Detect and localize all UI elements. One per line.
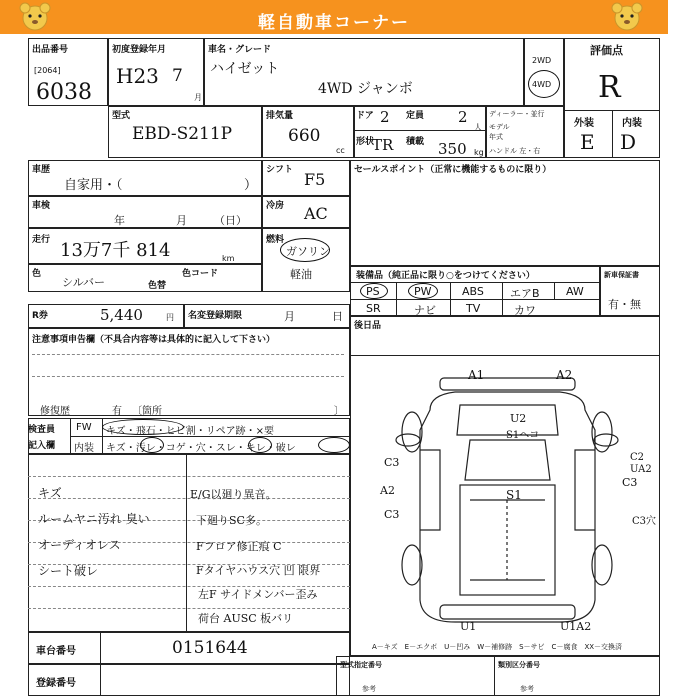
rating-int-label: 内装 [622, 118, 642, 129]
mark-c3-c: C3 [622, 476, 638, 489]
rating-ext-label: 外装 [574, 118, 594, 129]
remark-right-5: 左F サイドメンバー歪み [198, 588, 318, 601]
cert-label2: 類別区分番号 [498, 661, 540, 669]
reg-number-box [28, 664, 350, 696]
mileage-value: 13万7千 814 [60, 240, 171, 261]
car-name: ハイゼット [210, 61, 280, 77]
displacement-label: 排気量 [266, 111, 294, 121]
registration-month: 7 [172, 66, 183, 86]
equip-tv: TV [466, 302, 481, 315]
recycle-unit: 円 [166, 313, 174, 322]
lot-number: 6038 [36, 80, 92, 105]
inspection-day: （日） [214, 214, 247, 227]
check-circle-4 [318, 437, 350, 453]
remark-right-2: 下廻りSC多。 [196, 514, 267, 527]
check-circle-1 [102, 419, 184, 435]
diagram-legend: A－キズ E－エクボ U－凹み W－補修跡 S－サビ C－腐食 XX－交換済 [372, 643, 623, 651]
capacity-value: 2 [458, 108, 468, 126]
rating-int: D [620, 130, 637, 154]
model-label: 型式 [112, 111, 131, 121]
usage-label: 車歴 [32, 165, 51, 175]
after-box [350, 316, 660, 356]
cert-ref2: 参考 [520, 685, 534, 693]
notes-location: 〔箇所 [132, 406, 162, 417]
payload-value: 350 [438, 140, 467, 158]
fuel-diesel: 軽油 [290, 268, 312, 281]
notes-repair: 修復歴 [40, 406, 70, 417]
color-value: シルバー [62, 276, 105, 289]
drive-2wd: 2WD [532, 56, 552, 65]
mark-ua2: UA2 [630, 464, 652, 475]
mascot-left-icon [14, 2, 56, 34]
equip-navi: ナビ [414, 304, 436, 317]
inspection-year: 年 [114, 214, 125, 227]
capacity-label: 定員 [406, 111, 425, 121]
usage-value: 自家用・（ [64, 178, 123, 193]
check-label2: 記入欄 [28, 441, 56, 451]
equip-abs: ABS [462, 285, 484, 298]
dealer-line3: 年式 [489, 133, 503, 141]
mark-u1: U1 [460, 620, 477, 633]
remark-left-3: オーディオレス [38, 538, 121, 552]
rating-ext: E [580, 130, 595, 154]
dealer-line1: ディーラー・並行 [489, 110, 545, 118]
mark-c3-b: C3 [384, 508, 400, 521]
mark-u2: U2 [510, 412, 527, 425]
notes-label: 注意事項申告欄（不具合内容等は具体的に記入して下さい） [32, 335, 276, 345]
registration-label: 初度登録年月 [112, 45, 167, 55]
displacement-value: 660 [288, 126, 321, 146]
fuel-label: 燃料 [266, 235, 285, 245]
payload-label: 積載 [406, 137, 425, 147]
equip-pw: PW [414, 285, 432, 298]
mascot-right-icon [606, 2, 648, 34]
cert-label1: 型式指定番号 [340, 661, 382, 669]
sales-point-label: セールスポイント（正常に機能するものに限り） [354, 165, 552, 175]
mark-c2: C2 [630, 452, 645, 463]
new-record-label: 新車保証書 [604, 271, 639, 279]
remark-right-6: 荷台 AUSC 板バリ [198, 612, 294, 625]
capacity-unit: 人 [474, 123, 482, 132]
shift-value: F5 [304, 170, 326, 189]
lot-sub: [2064] [34, 66, 61, 75]
shift-label: シフト [266, 165, 294, 175]
equip-aw: AW [566, 285, 584, 298]
color-code-label: 色コード [182, 269, 219, 279]
reg-number-label: 登録番号 [36, 678, 76, 689]
mark-c3-hole: C3穴 [632, 516, 657, 527]
mark-a2-left: A2 [380, 484, 395, 497]
color-label: 色 [32, 269, 42, 279]
equip-airbag: エアB [510, 287, 540, 300]
name-change-day: 日 [332, 310, 343, 323]
recycle-label: R券 [32, 311, 48, 321]
check-row1-head: FW [76, 422, 92, 433]
mark-a1: A1 [468, 368, 485, 382]
after-label: 後日品 [354, 321, 382, 331]
payload-unit: kg [474, 148, 484, 157]
equip-ps: PS [366, 285, 380, 298]
mark-s1: S1 [506, 488, 522, 502]
car-label: 車名・グレード [208, 45, 272, 55]
equip-sr: SR [366, 302, 381, 315]
name-change-label: 名変登録期限 [188, 311, 243, 321]
mark-u1a2: U1A2 [560, 620, 592, 633]
header-title: 軽自動車コーナー [258, 13, 410, 33]
aircon-value: AC [304, 204, 328, 223]
registration-year: H23 [116, 64, 159, 88]
registration-month-unit: 月 [194, 93, 202, 102]
shape-label: 形状 [356, 137, 375, 147]
mark-c3-a: C3 [384, 456, 400, 469]
remark-right-4: Fタイヤハウス穴 凹 限界 [196, 564, 321, 577]
check-circle-3 [248, 437, 272, 453]
mileage-unit: km [222, 254, 235, 263]
notes-repair-value: 有 [112, 406, 122, 417]
remark-left-1: キズ [38, 486, 62, 500]
aircon-label: 冷房 [266, 201, 285, 211]
fuel-gas: ガソリン [286, 245, 330, 258]
mark-s1-dent: S1ヘコ [506, 430, 540, 441]
dealer-line2: モデル [489, 123, 510, 131]
cert-ref1: 参考 [362, 685, 376, 693]
check-label1: 検査員 [28, 425, 56, 435]
model-value: EBD-S211P [132, 124, 233, 144]
color-swap-label: 色替 [148, 281, 167, 291]
notes-close: 〕 [334, 406, 344, 417]
usage-close: ） [244, 178, 258, 193]
mark-a2-top: A2 [556, 368, 573, 382]
inspection-label: 車検 [32, 201, 51, 211]
check-circle-2 [140, 437, 164, 453]
rating-label: 評価点 [590, 44, 623, 57]
check-row2: キズ・汚レ・コゲ・穴・スレ・キレ・破レ [106, 443, 296, 454]
remark-left-4: シート破レ [38, 564, 99, 578]
equip-leather: カワ [514, 304, 536, 317]
name-change-month: 月 [284, 310, 295, 323]
chassis-label: 車台番号 [36, 646, 76, 657]
sales-point-box [350, 160, 660, 266]
displacement-unit: cc [336, 146, 345, 155]
equipment-label: 装備品（純正品に限り○をつけてください） [356, 271, 535, 281]
check-row1: キズ・飛石・ヒビ割・リペア跡・×要 [106, 426, 274, 437]
doors-label: ドア [356, 111, 374, 121]
inspection-month: 月 [176, 214, 187, 227]
mileage-label: 走行 [32, 235, 51, 245]
dealer-line4: ハンドル 左・右 [489, 147, 541, 155]
check-row2-head: 内装 [74, 443, 94, 454]
rating-score: R [598, 70, 621, 105]
lot-label: 出品番号 [32, 45, 69, 55]
drive-4wd: 4WD [532, 80, 552, 89]
car-grade: 4WD ジャンボ [318, 81, 413, 97]
shape-value: TR [372, 136, 394, 154]
chassis-value: 0151644 [172, 638, 248, 658]
recycle-value: 5,440 [100, 306, 143, 324]
new-record-value: 有・無 [608, 298, 641, 311]
doors-value: 2 [380, 108, 390, 126]
remark-right-3: Fフロア修正痕 C [196, 540, 282, 553]
remark-right-1: E/G以廻り異音。 [190, 488, 277, 501]
remark-left-2: ルームヤニ汚れ 臭い [38, 512, 150, 526]
